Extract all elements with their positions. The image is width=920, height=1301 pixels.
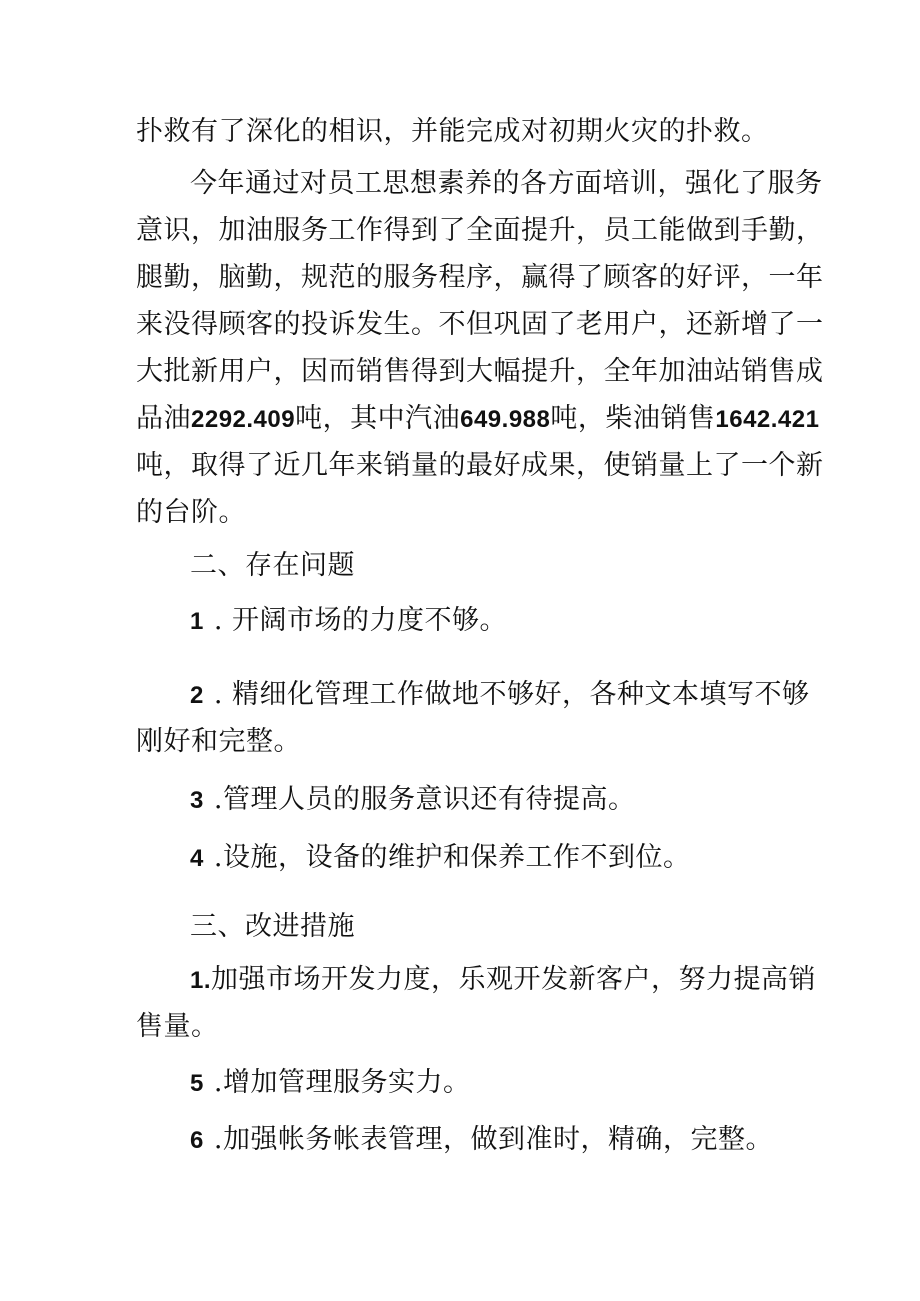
item-text: 加强市场开发力度，乐观开发新客户，努力提高销 [211,964,817,995]
paragraph-line: 腿勤，脑勤，规范的服务程序，赢得了顾客的好评，一年 [136,262,824,293]
total-sales-value: 2292.409 [191,406,296,433]
item-text: . 开阔市场的力度不够。 [213,605,508,636]
item-text: .管理人员的服务意识还有待提高。 [213,784,636,815]
improvement-item-5 [190,1063,796,1104]
item-number: 2 [190,682,204,709]
improvement-item-1-continued: 售量。 [136,1011,219,1042]
problem-item-2-continued: 刚好和完整。 [136,726,301,757]
gasoline-sales-value: 649.988 [460,406,551,433]
item-number: 6 [190,1127,204,1154]
problem-item-3 [190,780,796,821]
improvement-item-6 [190,1120,796,1161]
item-number: 3 [190,787,204,814]
diesel-sales-value: 1642.421 [715,406,820,433]
paragraph-line: 来没得顾客的投诉发生。不但巩固了老用户，还新增了一 [136,309,824,340]
problem-item-1 [190,601,796,642]
item-number: 1 [190,608,204,635]
paragraph-line-sales [136,399,820,440]
item-number: 5 [190,1070,204,1097]
item-text: .增加管理服务实力。 [213,1067,471,1098]
paragraph-line: 的台阶。 [136,497,246,528]
item-text: .设施，设备的维护和保养工作不到位。 [213,842,691,873]
improvement-item-1 [190,960,817,1001]
item-text: .加强帐务帐表管理，做到准时，精确，完整。 [213,1124,773,1155]
item-text: . 精细化管理工作做地不够好，各种文本填写不够 [213,679,810,710]
item-number: 4 [190,845,204,872]
paragraph-line: 今年通过对员工思想素养的各方面培训，强化了服务 [190,168,823,199]
paragraph-line: 意识，加油服务工作得到了全面提升，员工能做到手勤， [136,215,824,246]
problem-item-4 [190,838,796,879]
item-number: 1. [190,967,212,994]
text-fragment: 品油 [136,403,191,434]
paragraph-line: 扑救有了深化的相识，并能完成对初期火灾的扑救。 [136,116,769,147]
section-heading-improvements: 三、改进措施 [190,911,355,942]
section-heading-problems: 二、存在问题 [190,550,355,581]
problem-item-2 [190,675,810,716]
text-fragment: 吨，柴油销售 [550,403,716,434]
paragraph-line: 吨，取得了近几年来销量的最好成果，使销量上了一个新 [136,450,824,481]
text-fragment: 吨，其中汽油 [295,403,461,434]
paragraph-line: 大批新用户，因而销售得到大幅提升，全年加油站销售成 [136,356,824,387]
